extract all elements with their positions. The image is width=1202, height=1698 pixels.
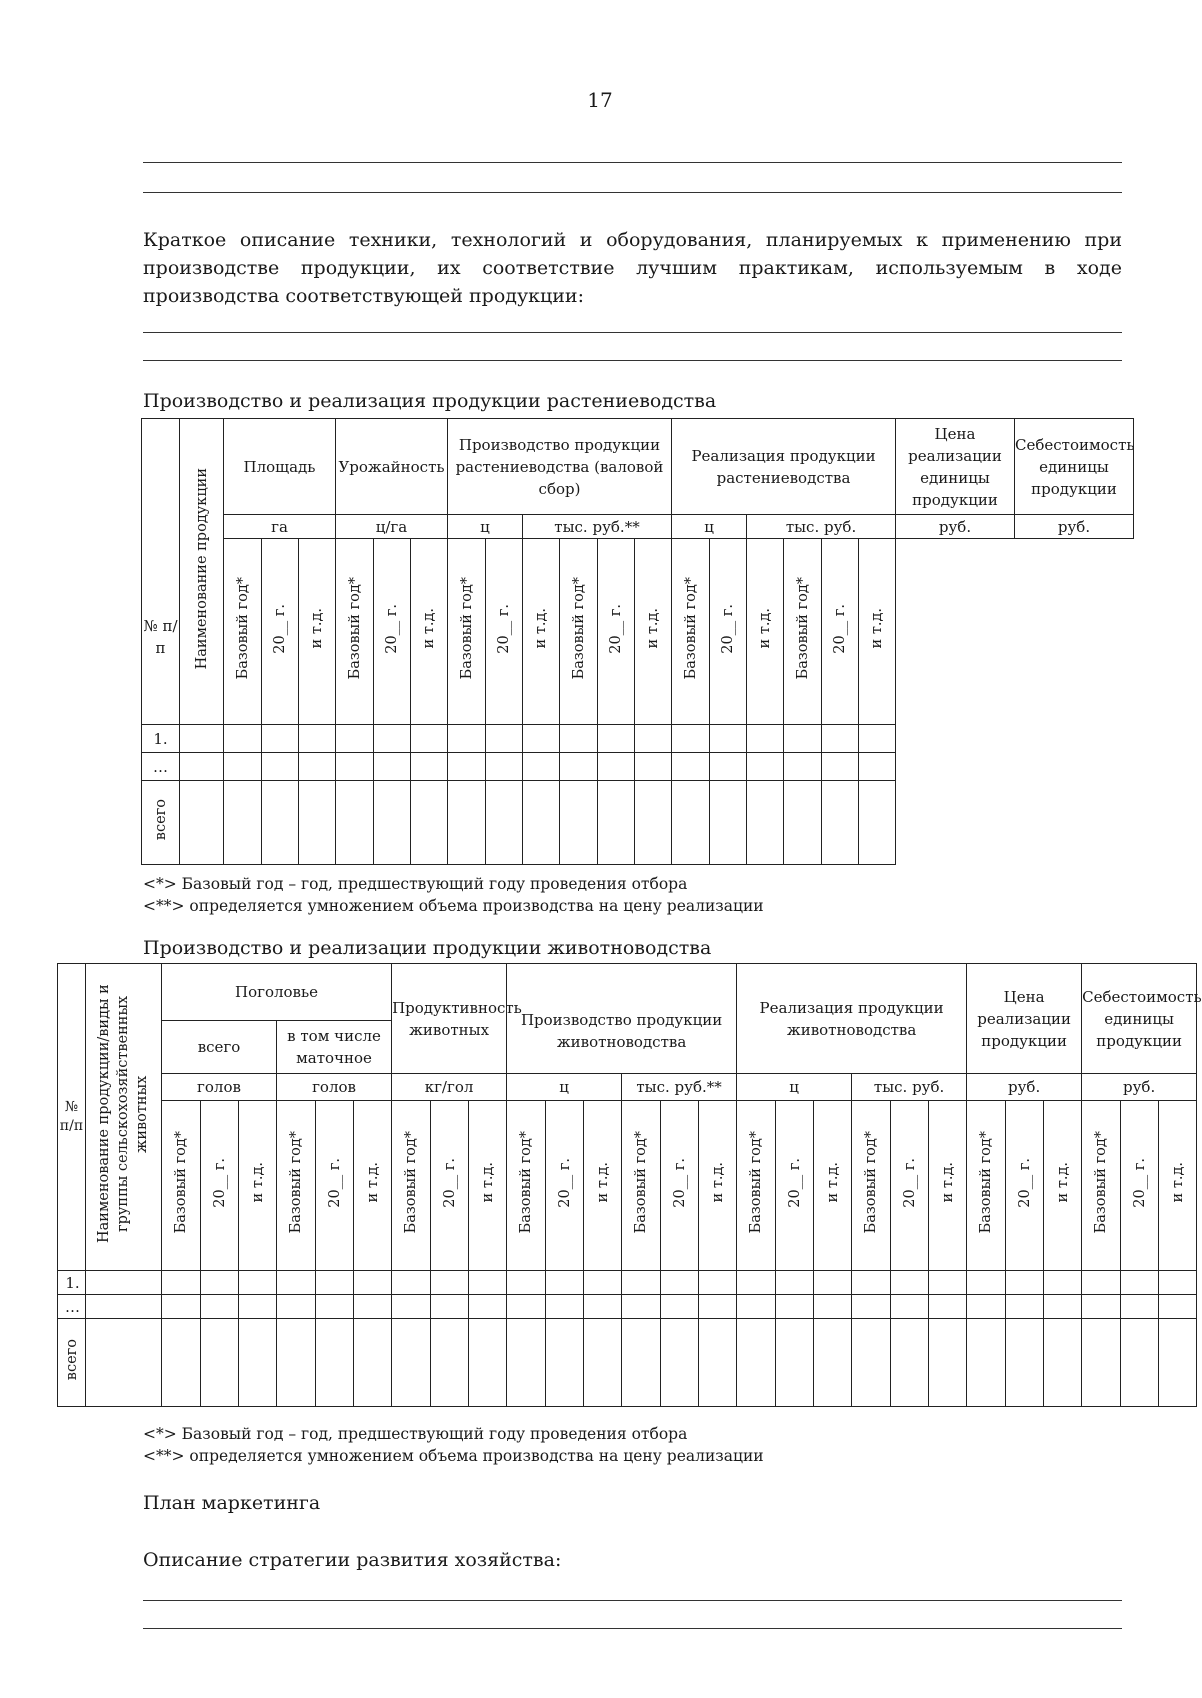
table-cell bbox=[507, 1319, 546, 1407]
blank-line-3 bbox=[143, 332, 1122, 333]
table-cell bbox=[737, 1295, 776, 1319]
table-cell bbox=[635, 725, 672, 753]
table-cell bbox=[411, 725, 448, 753]
table-cell bbox=[1006, 1271, 1044, 1295]
unit-label: тыс. руб. bbox=[747, 515, 896, 539]
table-cell bbox=[929, 1295, 967, 1319]
table-cell bbox=[1121, 1295, 1159, 1319]
year-column-header: и т.д. bbox=[699, 1100, 737, 1270]
table-cell bbox=[262, 781, 299, 865]
table-cell bbox=[374, 753, 411, 781]
table-cell bbox=[239, 1319, 277, 1407]
year-column-header: 20__ г. bbox=[486, 539, 523, 725]
subgroup-header-breeding: в том числе маточное bbox=[277, 1021, 392, 1074]
year-column-header: 20__ г. bbox=[822, 539, 859, 725]
table-cell bbox=[699, 1271, 737, 1295]
page-number: 17 bbox=[587, 88, 613, 112]
product-name-header: Наименование продукции bbox=[180, 419, 224, 725]
table-cell bbox=[162, 1271, 201, 1295]
table-cell bbox=[776, 1271, 814, 1295]
group-header-sales: Реализация продукции животноводства bbox=[737, 964, 967, 1074]
year-column-header: 20__ г. bbox=[431, 1100, 469, 1270]
table-cell bbox=[336, 781, 374, 865]
year-column-header: 20__ г. bbox=[598, 539, 635, 725]
table-cell bbox=[448, 781, 486, 865]
year-column-header: 20__ г. bbox=[776, 1100, 814, 1270]
year-column-header: Базовый год* bbox=[162, 1100, 201, 1270]
unit-label: тыс. руб.** bbox=[523, 515, 672, 539]
table-cell bbox=[747, 781, 784, 865]
year-column-header: 20__ г. bbox=[1121, 1100, 1159, 1270]
table-cell bbox=[277, 1295, 316, 1319]
intro-text: Краткое описание техники, технологий и оборудования, планируемых к применению при производстве продукции, их соответствие лучшим практикам, используемым в ходе производства соответствующей продукции: bbox=[143, 229, 1122, 307]
unit-label: ц bbox=[672, 515, 747, 539]
table-cell bbox=[560, 781, 598, 865]
table-cell bbox=[431, 1319, 469, 1407]
year-column-header: Базовый год* bbox=[277, 1100, 316, 1270]
year-column-header: и т.д. bbox=[929, 1100, 967, 1270]
table-cell bbox=[622, 1319, 661, 1407]
table-cell bbox=[560, 725, 598, 753]
table-cell bbox=[316, 1319, 354, 1407]
table-cell bbox=[852, 1319, 891, 1407]
year-column-header: Базовый год* bbox=[622, 1100, 661, 1270]
table-cell bbox=[1044, 1295, 1082, 1319]
table-cell bbox=[1121, 1271, 1159, 1295]
group-header-area: Площадь bbox=[224, 419, 336, 515]
table-cell bbox=[277, 1271, 316, 1295]
year-column-header: 20__ г. bbox=[710, 539, 747, 725]
table-cell bbox=[822, 781, 859, 865]
group-header-cost: Себестоимость единицы продукции bbox=[1014, 419, 1133, 515]
row-number-header: № п/п bbox=[142, 419, 180, 725]
table-cell bbox=[86, 1295, 162, 1319]
table-cell bbox=[316, 1271, 354, 1295]
table-cell bbox=[224, 725, 262, 753]
group-header-yield: Урожайность bbox=[336, 419, 448, 515]
row-label: 1. bbox=[142, 725, 180, 753]
table-cell bbox=[299, 753, 336, 781]
table-cell bbox=[859, 753, 896, 781]
year-column-header: и т.д. bbox=[814, 1100, 852, 1270]
table-cell bbox=[392, 1295, 431, 1319]
table-cell bbox=[299, 781, 336, 865]
table-cell bbox=[336, 725, 374, 753]
table-cell bbox=[523, 725, 560, 753]
table-cell bbox=[661, 1271, 699, 1295]
table-cell bbox=[710, 725, 747, 753]
table-cell bbox=[201, 1295, 239, 1319]
blank-line-2 bbox=[143, 192, 1122, 193]
year-column-header: Базовый год* bbox=[336, 539, 374, 725]
year-column-header: 20__ г. bbox=[661, 1100, 699, 1270]
table-cell bbox=[469, 1271, 507, 1295]
unit-label: тыс. руб.** bbox=[622, 1074, 737, 1101]
table-cell bbox=[699, 1319, 737, 1407]
table-cell bbox=[262, 753, 299, 781]
blank-line-4 bbox=[143, 360, 1122, 361]
table-cell bbox=[469, 1319, 507, 1407]
unit-label: руб. bbox=[896, 515, 1015, 539]
strategy-label: Описание стратегии развития хозяйства: bbox=[143, 1549, 562, 1571]
year-column-header: и т.д. bbox=[523, 539, 560, 725]
table-cell bbox=[776, 1319, 814, 1407]
table-cell bbox=[486, 781, 523, 865]
blank-line-1 bbox=[143, 162, 1122, 163]
livestock-note-2: <**> определяется умножением объема производства на цену реализации bbox=[143, 1447, 764, 1465]
group-header-production: Производство продукции растениеводства (валовой сбор) bbox=[448, 419, 672, 515]
unit-label: га bbox=[224, 515, 336, 539]
table-cell bbox=[814, 1319, 852, 1407]
year-column-header: и т.д. bbox=[354, 1100, 392, 1270]
livestock-table-caption: Производство и реализации продукции животноводства bbox=[143, 937, 712, 959]
unit-label: руб. bbox=[1014, 515, 1133, 539]
unit-label: руб. bbox=[967, 1074, 1082, 1101]
row-label: … bbox=[58, 1295, 86, 1319]
table-cell bbox=[411, 753, 448, 781]
table-cell bbox=[224, 781, 262, 865]
table-cell bbox=[1044, 1271, 1082, 1295]
table-cell bbox=[672, 725, 710, 753]
table-cell bbox=[672, 753, 710, 781]
table-cell bbox=[1159, 1271, 1197, 1295]
year-column-header: 20__ г. bbox=[1006, 1100, 1044, 1270]
table-cell bbox=[598, 725, 635, 753]
marketing-heading: План маркетинга bbox=[143, 1492, 321, 1514]
table-cell bbox=[546, 1319, 584, 1407]
table-row bbox=[142, 781, 1134, 865]
table-cell bbox=[1082, 1271, 1121, 1295]
table-cell bbox=[1082, 1319, 1121, 1407]
group-header-price: Цена реализации единицы продукции bbox=[896, 419, 1015, 515]
unit-label: кг/гол bbox=[392, 1074, 507, 1101]
year-column-header: и т.д. bbox=[1159, 1100, 1197, 1270]
year-column-header: Базовый год* bbox=[448, 539, 486, 725]
unit-label: ц bbox=[448, 515, 523, 539]
table-cell bbox=[201, 1319, 239, 1407]
year-column-header: 20__ г. bbox=[374, 539, 411, 725]
table-cell bbox=[507, 1271, 546, 1295]
year-column-header: 20__ г. bbox=[546, 1100, 584, 1270]
crop-note-1: <*> Базовый год – год, предшествующий году проведения отбора bbox=[143, 875, 688, 893]
table-cell bbox=[431, 1295, 469, 1319]
year-column-header: и т.д. bbox=[859, 539, 896, 725]
table-cell bbox=[1159, 1295, 1197, 1319]
year-column-header: Базовый год* bbox=[737, 1100, 776, 1270]
table-cell bbox=[584, 1319, 622, 1407]
crop-note-2: <**> определяется умножением объема производства на цену реализации bbox=[143, 897, 764, 915]
table-cell bbox=[354, 1295, 392, 1319]
table-cell bbox=[336, 753, 374, 781]
table-cell bbox=[598, 753, 635, 781]
table-cell bbox=[852, 1295, 891, 1319]
group-header-sales: Реализация продукции растениеводства bbox=[672, 419, 896, 515]
group-header-cost: Себестоимость единицы продукции bbox=[1082, 964, 1197, 1074]
table-cell bbox=[891, 1295, 929, 1319]
group-header-headcount: Поголовье bbox=[162, 964, 392, 1021]
table-cell bbox=[354, 1271, 392, 1295]
table-cell bbox=[1082, 1295, 1121, 1319]
table-cell bbox=[162, 1319, 201, 1407]
table-cell bbox=[180, 753, 224, 781]
table-cell bbox=[699, 1295, 737, 1319]
year-column-header: 20__ г. bbox=[891, 1100, 929, 1270]
table-row bbox=[142, 753, 1134, 781]
table-cell bbox=[1006, 1295, 1044, 1319]
table-cell bbox=[354, 1319, 392, 1407]
table-cell bbox=[374, 725, 411, 753]
unit-label: ц/га bbox=[336, 515, 448, 539]
year-column-header: 20__ г. bbox=[201, 1100, 239, 1270]
table-cell bbox=[486, 753, 523, 781]
table-cell bbox=[622, 1271, 661, 1295]
year-column-header: и т.д. bbox=[469, 1100, 507, 1270]
table-cell bbox=[201, 1271, 239, 1295]
table-row bbox=[58, 1295, 1197, 1319]
table-cell bbox=[299, 725, 336, 753]
group-header-price: Цена реализации продукции bbox=[967, 964, 1082, 1074]
table-cell bbox=[392, 1319, 431, 1407]
livestock-note-1: <*> Базовый год – год, предшествующий году проведения отбора bbox=[143, 1425, 688, 1443]
table-cell bbox=[1044, 1319, 1082, 1407]
row-label: 1. bbox=[58, 1271, 86, 1295]
year-column-header: Базовый год* bbox=[967, 1100, 1006, 1270]
table-cell bbox=[316, 1295, 354, 1319]
table-cell bbox=[1006, 1319, 1044, 1407]
table-cell bbox=[1159, 1319, 1197, 1407]
blank-line-6 bbox=[143, 1628, 1122, 1629]
table-cell bbox=[737, 1319, 776, 1407]
table-cell bbox=[392, 1271, 431, 1295]
table-cell bbox=[411, 781, 448, 865]
table-cell bbox=[776, 1295, 814, 1319]
unit-label: голов bbox=[277, 1074, 392, 1101]
table-cell bbox=[523, 781, 560, 865]
table-cell bbox=[224, 753, 262, 781]
table-cell bbox=[891, 1319, 929, 1407]
table-cell bbox=[859, 725, 896, 753]
table-cell bbox=[262, 725, 299, 753]
row-label: … bbox=[142, 753, 180, 781]
table-cell bbox=[661, 1295, 699, 1319]
table-cell bbox=[635, 753, 672, 781]
table-cell bbox=[859, 781, 896, 865]
table-cell bbox=[431, 1271, 469, 1295]
table-cell bbox=[180, 781, 224, 865]
year-column-header: и т.д. bbox=[584, 1100, 622, 1270]
table-cell bbox=[1121, 1319, 1159, 1407]
unit-label: тыс. руб. bbox=[852, 1074, 967, 1101]
subgroup-header-total: всего bbox=[162, 1021, 277, 1074]
table-cell bbox=[710, 781, 747, 865]
table-cell bbox=[891, 1271, 929, 1295]
year-column-header: Базовый год* bbox=[507, 1100, 546, 1270]
table-cell bbox=[661, 1319, 699, 1407]
year-column-header: Базовый год* bbox=[224, 539, 262, 725]
table-cell bbox=[852, 1271, 891, 1295]
table-cell bbox=[584, 1271, 622, 1295]
row-label: всего bbox=[142, 781, 180, 865]
crop-production-table bbox=[141, 418, 1134, 865]
group-header-production: Производство продукции животноводства bbox=[507, 964, 737, 1074]
row-number-header: № п/п bbox=[58, 964, 86, 1271]
year-column-header: и т.д. bbox=[299, 539, 336, 725]
table-cell bbox=[929, 1271, 967, 1295]
table-row bbox=[58, 1271, 1197, 1295]
table-cell bbox=[967, 1295, 1006, 1319]
table-cell bbox=[814, 1295, 852, 1319]
year-column-header: и т.д. bbox=[1044, 1100, 1082, 1270]
group-header-productivity: Продуктивность животных bbox=[392, 964, 507, 1074]
table-cell bbox=[277, 1319, 316, 1407]
table-cell bbox=[814, 1271, 852, 1295]
table-row bbox=[58, 1319, 1197, 1407]
table-cell bbox=[448, 753, 486, 781]
table-cell bbox=[737, 1271, 776, 1295]
table-cell bbox=[584, 1295, 622, 1319]
unit-label: ц bbox=[507, 1074, 622, 1101]
product-name-header: Наименование продукции/виды и группы сельскохозяйственных животных bbox=[86, 964, 162, 1271]
table-cell bbox=[672, 781, 710, 865]
year-column-header: 20__ г. bbox=[316, 1100, 354, 1270]
table-cell bbox=[967, 1319, 1006, 1407]
year-column-header: и т.д. bbox=[635, 539, 672, 725]
table-cell bbox=[635, 781, 672, 865]
table-cell bbox=[784, 781, 822, 865]
table-cell bbox=[967, 1271, 1006, 1295]
table-cell bbox=[546, 1271, 584, 1295]
table-cell bbox=[560, 753, 598, 781]
table-cell bbox=[239, 1271, 277, 1295]
table-cell bbox=[86, 1319, 162, 1407]
table-cell bbox=[622, 1295, 661, 1319]
table-cell bbox=[180, 725, 224, 753]
row-label: всего bbox=[58, 1319, 86, 1407]
blank-line-5 bbox=[143, 1600, 1122, 1601]
table-cell bbox=[239, 1295, 277, 1319]
table-cell bbox=[784, 753, 822, 781]
year-column-header: Базовый год* bbox=[784, 539, 822, 725]
year-column-header: Базовый год* bbox=[392, 1100, 431, 1270]
year-column-header: и т.д. bbox=[239, 1100, 277, 1270]
table-cell bbox=[448, 725, 486, 753]
table-cell bbox=[546, 1295, 584, 1319]
year-column-header: Базовый год* bbox=[672, 539, 710, 725]
unit-label: руб. bbox=[1082, 1074, 1197, 1101]
year-column-header: и т.д. bbox=[747, 539, 784, 725]
table-cell bbox=[710, 753, 747, 781]
table-cell bbox=[747, 753, 784, 781]
table-row bbox=[142, 725, 1134, 753]
year-column-header: 20__ г. bbox=[262, 539, 299, 725]
unit-label: голов bbox=[162, 1074, 277, 1101]
table-cell bbox=[523, 753, 560, 781]
table-cell bbox=[86, 1271, 162, 1295]
table-cell bbox=[374, 781, 411, 865]
year-column-header: Базовый год* bbox=[1082, 1100, 1121, 1270]
table-cell bbox=[507, 1295, 546, 1319]
table-cell bbox=[822, 753, 859, 781]
year-column-header: Базовый год* bbox=[852, 1100, 891, 1270]
table-cell bbox=[598, 781, 635, 865]
table-cell bbox=[162, 1295, 201, 1319]
table-cell bbox=[784, 725, 822, 753]
livestock-production-table bbox=[57, 963, 1202, 1407]
table-cell bbox=[929, 1319, 967, 1407]
table-cell bbox=[822, 725, 859, 753]
year-column-header: и т.д. bbox=[411, 539, 448, 725]
unit-label: ц bbox=[737, 1074, 852, 1101]
table-cell bbox=[469, 1295, 507, 1319]
table-cell bbox=[486, 725, 523, 753]
table-cell bbox=[747, 725, 784, 753]
year-column-header: Базовый год* bbox=[560, 539, 598, 725]
crop-table-caption: Производство и реализация продукции растениеводства bbox=[143, 390, 717, 412]
